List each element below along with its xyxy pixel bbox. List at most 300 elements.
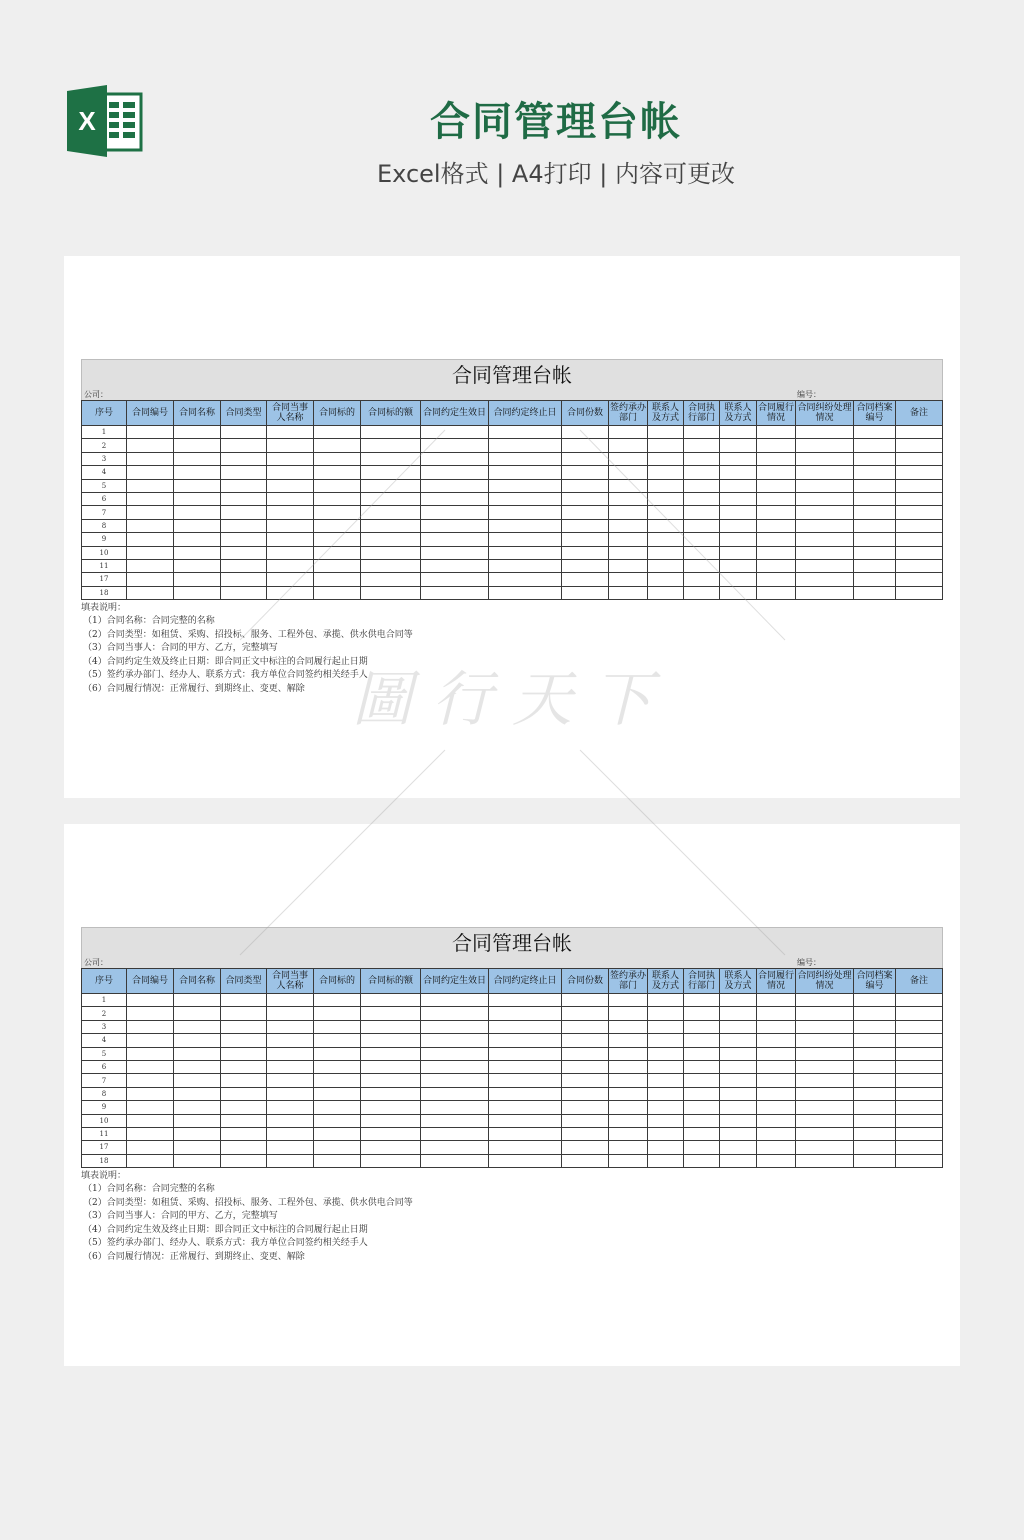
table-cell[interactable]: [421, 1060, 489, 1073]
table-cell[interactable]: [609, 1114, 648, 1127]
table-cell[interactable]: [267, 466, 314, 479]
table-cell[interactable]: [562, 426, 609, 439]
table-cell[interactable]: [757, 1007, 796, 1020]
table-cell[interactable]: [489, 492, 562, 505]
table-cell[interactable]: [174, 466, 221, 479]
table-cell[interactable]: [896, 1087, 943, 1100]
table-cell[interactable]: [562, 439, 609, 452]
table-cell[interactable]: [854, 426, 896, 439]
table-cell[interactable]: [757, 452, 796, 465]
table-cell[interactable]: [314, 1034, 361, 1047]
table-cell[interactable]: [854, 1007, 896, 1020]
table-cell[interactable]: [267, 492, 314, 505]
table-cell[interactable]: [489, 546, 562, 559]
table-cell[interactable]: [421, 439, 489, 452]
table-cell[interactable]: [757, 1101, 796, 1114]
table-cell[interactable]: [489, 1114, 562, 1127]
table-cell[interactable]: [421, 546, 489, 559]
table-cell[interactable]: [221, 439, 267, 452]
table-cell[interactable]: [609, 519, 648, 532]
table-cell[interactable]: [267, 426, 314, 439]
table-cell[interactable]: [221, 1007, 267, 1020]
table-cell[interactable]: [896, 559, 943, 572]
table-cell[interactable]: [720, 533, 757, 546]
table-cell[interactable]: [609, 1101, 648, 1114]
table-cell[interactable]: [720, 519, 757, 532]
table-cell[interactable]: [684, 586, 720, 599]
table-cell[interactable]: [896, 1034, 943, 1047]
table-cell[interactable]: [854, 452, 896, 465]
table-cell[interactable]: [421, 1034, 489, 1047]
table-cell[interactable]: [796, 439, 854, 452]
table-cell[interactable]: [314, 1047, 361, 1060]
table-cell[interactable]: [267, 519, 314, 532]
table-cell[interactable]: [421, 573, 489, 586]
table-cell[interactable]: [562, 479, 609, 492]
table-cell[interactable]: [314, 573, 361, 586]
table-cell[interactable]: [896, 492, 943, 505]
table-cell[interactable]: [896, 1060, 943, 1073]
table-cell[interactable]: [896, 1141, 943, 1154]
table-cell[interactable]: [684, 573, 720, 586]
table-cell[interactable]: [609, 1154, 648, 1167]
table-cell[interactable]: [361, 1154, 421, 1167]
table-cell[interactable]: [221, 1074, 267, 1087]
table-cell[interactable]: [796, 586, 854, 599]
table-cell[interactable]: [361, 546, 421, 559]
table-cell[interactable]: [267, 1060, 314, 1073]
table-cell[interactable]: [609, 452, 648, 465]
table-cell[interactable]: [221, 1141, 267, 1154]
table-cell[interactable]: [421, 1020, 489, 1033]
table-cell[interactable]: [314, 586, 361, 599]
table-cell[interactable]: [609, 439, 648, 452]
table-cell[interactable]: [854, 1074, 896, 1087]
table-cell[interactable]: [361, 506, 421, 519]
table-cell[interactable]: [174, 1074, 221, 1087]
table-cell[interactable]: [361, 573, 421, 586]
table-cell[interactable]: [314, 492, 361, 505]
table-cell[interactable]: [796, 1034, 854, 1047]
table-cell[interactable]: [757, 559, 796, 572]
table-cell[interactable]: [720, 1141, 757, 1154]
table-cell[interactable]: [127, 559, 174, 572]
table-cell[interactable]: [174, 533, 221, 546]
table-cell[interactable]: [174, 1154, 221, 1167]
table-cell[interactable]: [720, 559, 757, 572]
table-cell[interactable]: [314, 1127, 361, 1140]
table-cell[interactable]: [796, 1114, 854, 1127]
table-cell[interactable]: [221, 559, 267, 572]
table-cell[interactable]: [684, 1114, 720, 1127]
table-cell[interactable]: [796, 1047, 854, 1060]
table-cell[interactable]: [314, 546, 361, 559]
table-cell[interactable]: [648, 1154, 684, 1167]
table-cell[interactable]: [127, 1101, 174, 1114]
table-cell[interactable]: [796, 466, 854, 479]
table-cell[interactable]: [361, 533, 421, 546]
table-cell[interactable]: [757, 439, 796, 452]
table-cell[interactable]: [221, 426, 267, 439]
table-cell[interactable]: [648, 1007, 684, 1020]
table-cell[interactable]: [314, 1154, 361, 1167]
table-cell[interactable]: [896, 533, 943, 546]
table-cell[interactable]: [609, 506, 648, 519]
table-cell[interactable]: [221, 1060, 267, 1073]
table-cell[interactable]: [854, 439, 896, 452]
table-cell[interactable]: [796, 492, 854, 505]
table-cell[interactable]: [267, 1034, 314, 1047]
table-cell[interactable]: [174, 1127, 221, 1140]
table-cell[interactable]: [267, 1154, 314, 1167]
table-cell[interactable]: [684, 519, 720, 532]
table-cell[interactable]: [648, 1087, 684, 1100]
table-cell[interactable]: [267, 1141, 314, 1154]
table-cell[interactable]: [854, 479, 896, 492]
table-cell[interactable]: [796, 1020, 854, 1033]
table-cell[interactable]: [267, 1007, 314, 1020]
table-cell[interactable]: [361, 559, 421, 572]
table-cell[interactable]: [127, 466, 174, 479]
table-cell[interactable]: [221, 1034, 267, 1047]
table-cell[interactable]: [720, 1047, 757, 1060]
table-cell[interactable]: [609, 994, 648, 1007]
table-cell[interactable]: [720, 1087, 757, 1100]
table-cell[interactable]: [648, 452, 684, 465]
table-cell[interactable]: [127, 533, 174, 546]
table-cell[interactable]: [361, 1034, 421, 1047]
table-cell[interactable]: [314, 1101, 361, 1114]
table-cell[interactable]: [896, 546, 943, 559]
table-cell[interactable]: [757, 426, 796, 439]
table-cell[interactable]: [609, 1020, 648, 1033]
table-cell[interactable]: [757, 1127, 796, 1140]
table-cell[interactable]: [854, 533, 896, 546]
table-cell[interactable]: [221, 1047, 267, 1060]
table-cell[interactable]: [684, 1141, 720, 1154]
table-cell[interactable]: [896, 994, 943, 1007]
table-cell[interactable]: [720, 586, 757, 599]
table-cell[interactable]: [314, 452, 361, 465]
table-cell[interactable]: [684, 466, 720, 479]
table-cell[interactable]: [267, 439, 314, 452]
table-cell[interactable]: [757, 1034, 796, 1047]
table-cell[interactable]: [896, 452, 943, 465]
table-cell[interactable]: [221, 1154, 267, 1167]
table-cell[interactable]: [896, 426, 943, 439]
table-cell[interactable]: [127, 479, 174, 492]
table-cell[interactable]: [562, 1034, 609, 1047]
table-cell[interactable]: [221, 519, 267, 532]
table-cell[interactable]: [421, 1007, 489, 1020]
table-cell[interactable]: [896, 466, 943, 479]
table-cell[interactable]: [854, 1020, 896, 1033]
table-cell[interactable]: [757, 533, 796, 546]
table-cell[interactable]: [562, 1127, 609, 1140]
table-cell[interactable]: [562, 1154, 609, 1167]
table-cell[interactable]: [684, 426, 720, 439]
table-cell[interactable]: [648, 533, 684, 546]
table-cell[interactable]: [489, 1101, 562, 1114]
table-cell[interactable]: [648, 1101, 684, 1114]
table-cell[interactable]: [361, 1087, 421, 1100]
table-cell[interactable]: [648, 586, 684, 599]
table-cell[interactable]: [361, 1007, 421, 1020]
table-cell[interactable]: [720, 479, 757, 492]
table-cell[interactable]: [174, 1060, 221, 1073]
table-cell[interactable]: [757, 1060, 796, 1073]
table-cell[interactable]: [421, 1047, 489, 1060]
table-cell[interactable]: [174, 1141, 221, 1154]
table-cell[interactable]: [127, 506, 174, 519]
table-cell[interactable]: [361, 1047, 421, 1060]
table-cell[interactable]: [314, 559, 361, 572]
table-cell[interactable]: [609, 586, 648, 599]
table-cell[interactable]: [127, 452, 174, 465]
table-cell[interactable]: [221, 1101, 267, 1114]
table-cell[interactable]: [421, 466, 489, 479]
table-cell[interactable]: [174, 1020, 221, 1033]
table-cell[interactable]: [562, 1114, 609, 1127]
table-cell[interactable]: [127, 1154, 174, 1167]
table-cell[interactable]: [648, 439, 684, 452]
table-cell[interactable]: [648, 1060, 684, 1073]
table-cell[interactable]: [720, 452, 757, 465]
table-cell[interactable]: [609, 1007, 648, 1020]
table-cell[interactable]: [314, 426, 361, 439]
table-cell[interactable]: [720, 426, 757, 439]
table-cell[interactable]: [174, 1114, 221, 1127]
table-cell[interactable]: [648, 506, 684, 519]
table-cell[interactable]: [314, 479, 361, 492]
table-cell[interactable]: [421, 586, 489, 599]
table-cell[interactable]: [174, 586, 221, 599]
table-cell[interactable]: [174, 1034, 221, 1047]
table-cell[interactable]: [267, 1101, 314, 1114]
table-cell[interactable]: [489, 1087, 562, 1100]
table-cell[interactable]: [489, 1034, 562, 1047]
table-cell[interactable]: [174, 519, 221, 532]
table-cell[interactable]: [267, 452, 314, 465]
table-cell[interactable]: [896, 1154, 943, 1167]
table-cell[interactable]: [684, 1087, 720, 1100]
table-cell[interactable]: [684, 1127, 720, 1140]
table-cell[interactable]: [854, 559, 896, 572]
table-cell[interactable]: [609, 479, 648, 492]
table-cell[interactable]: [896, 1074, 943, 1087]
table-cell[interactable]: [314, 1020, 361, 1033]
table-cell[interactable]: [757, 573, 796, 586]
table-cell[interactable]: [609, 1034, 648, 1047]
table-cell[interactable]: [684, 506, 720, 519]
table-cell[interactable]: [361, 466, 421, 479]
table-cell[interactable]: [854, 492, 896, 505]
table-cell[interactable]: [648, 1141, 684, 1154]
table-cell[interactable]: [896, 1127, 943, 1140]
table-cell[interactable]: [757, 1047, 796, 1060]
table-cell[interactable]: [314, 1007, 361, 1020]
table-cell[interactable]: [609, 426, 648, 439]
table-cell[interactable]: [684, 533, 720, 546]
table-cell[interactable]: [757, 1154, 796, 1167]
table-cell[interactable]: [421, 506, 489, 519]
table-cell[interactable]: [796, 994, 854, 1007]
table-cell[interactable]: [684, 994, 720, 1007]
table-cell[interactable]: [854, 1034, 896, 1047]
table-cell[interactable]: [127, 1047, 174, 1060]
table-cell[interactable]: [221, 506, 267, 519]
table-cell[interactable]: [648, 559, 684, 572]
table-cell[interactable]: [562, 492, 609, 505]
table-cell[interactable]: [854, 1154, 896, 1167]
table-cell[interactable]: [267, 573, 314, 586]
table-cell[interactable]: [720, 1127, 757, 1140]
table-cell[interactable]: [174, 1007, 221, 1020]
table-cell[interactable]: [361, 1127, 421, 1140]
table-cell[interactable]: [174, 1101, 221, 1114]
table-cell[interactable]: [267, 1047, 314, 1060]
table-cell[interactable]: [684, 1101, 720, 1114]
table-cell[interactable]: [361, 1020, 421, 1033]
table-cell[interactable]: [562, 1087, 609, 1100]
table-cell[interactable]: [896, 1007, 943, 1020]
table-cell[interactable]: [489, 426, 562, 439]
table-cell[interactable]: [720, 573, 757, 586]
table-cell[interactable]: [684, 1047, 720, 1060]
table-cell[interactable]: [609, 546, 648, 559]
table-cell[interactable]: [267, 506, 314, 519]
table-cell[interactable]: [796, 573, 854, 586]
table-cell[interactable]: [361, 492, 421, 505]
table-cell[interactable]: [127, 1141, 174, 1154]
table-cell[interactable]: [609, 1074, 648, 1087]
table-cell[interactable]: [361, 426, 421, 439]
table-cell[interactable]: [720, 1074, 757, 1087]
table-cell[interactable]: [648, 1114, 684, 1127]
table-cell[interactable]: [854, 466, 896, 479]
table-cell[interactable]: [854, 1127, 896, 1140]
table-cell[interactable]: [609, 1087, 648, 1100]
table-cell[interactable]: [896, 1101, 943, 1114]
table-cell[interactable]: [421, 1154, 489, 1167]
table-cell[interactable]: [314, 1114, 361, 1127]
table-cell[interactable]: [684, 1020, 720, 1033]
table-cell[interactable]: [609, 1127, 648, 1140]
table-cell[interactable]: [221, 533, 267, 546]
table-cell[interactable]: [421, 1127, 489, 1140]
table-cell[interactable]: [896, 1020, 943, 1033]
table-cell[interactable]: [421, 492, 489, 505]
table-cell[interactable]: [796, 1141, 854, 1154]
table-cell[interactable]: [314, 1087, 361, 1100]
table-cell[interactable]: [489, 1020, 562, 1033]
table-cell[interactable]: [421, 994, 489, 1007]
table-cell[interactable]: [796, 426, 854, 439]
table-cell[interactable]: [684, 1007, 720, 1020]
table-cell[interactable]: [127, 426, 174, 439]
table-cell[interactable]: [489, 1154, 562, 1167]
table-cell[interactable]: [757, 1114, 796, 1127]
table-cell[interactable]: [796, 506, 854, 519]
table-cell[interactable]: [854, 573, 896, 586]
table-cell[interactable]: [127, 492, 174, 505]
table-cell[interactable]: [648, 519, 684, 532]
table-cell[interactable]: [757, 586, 796, 599]
table-cell[interactable]: [796, 1074, 854, 1087]
table-cell[interactable]: [127, 1114, 174, 1127]
table-cell[interactable]: [720, 506, 757, 519]
table-cell[interactable]: [562, 546, 609, 559]
table-cell[interactable]: [648, 573, 684, 586]
table-cell[interactable]: [174, 492, 221, 505]
table-cell[interactable]: [127, 1007, 174, 1020]
table-cell[interactable]: [854, 546, 896, 559]
table-cell[interactable]: [489, 1127, 562, 1140]
table-cell[interactable]: [684, 1034, 720, 1047]
table-cell[interactable]: [314, 506, 361, 519]
table-cell[interactable]: [757, 492, 796, 505]
table-cell[interactable]: [684, 492, 720, 505]
table-cell[interactable]: [896, 586, 943, 599]
table-cell[interactable]: [720, 1060, 757, 1073]
table-cell[interactable]: [489, 479, 562, 492]
table-cell[interactable]: [221, 1020, 267, 1033]
table-cell[interactable]: [796, 1060, 854, 1073]
table-cell[interactable]: [720, 1007, 757, 1020]
table-cell[interactable]: [648, 1047, 684, 1060]
table-cell[interactable]: [562, 1007, 609, 1020]
table-cell[interactable]: [562, 1060, 609, 1073]
table-cell[interactable]: [267, 533, 314, 546]
table-cell[interactable]: [757, 479, 796, 492]
table-cell[interactable]: [421, 479, 489, 492]
table-cell[interactable]: [720, 1114, 757, 1127]
table-cell[interactable]: [757, 466, 796, 479]
table-cell[interactable]: [361, 1141, 421, 1154]
table-cell[interactable]: [489, 586, 562, 599]
table-cell[interactable]: [648, 492, 684, 505]
table-cell[interactable]: [648, 1020, 684, 1033]
table-cell[interactable]: [314, 519, 361, 532]
table-cell[interactable]: [314, 533, 361, 546]
table-cell[interactable]: [421, 533, 489, 546]
table-cell[interactable]: [854, 1060, 896, 1073]
table-cell[interactable]: [314, 994, 361, 1007]
table-cell[interactable]: [609, 559, 648, 572]
table-cell[interactable]: [609, 466, 648, 479]
table-cell[interactable]: [127, 1034, 174, 1047]
table-cell[interactable]: [421, 1087, 489, 1100]
table-cell[interactable]: [314, 439, 361, 452]
table-cell[interactable]: [221, 546, 267, 559]
table-cell[interactable]: [489, 439, 562, 452]
table-cell[interactable]: [314, 1141, 361, 1154]
table-cell[interactable]: [221, 994, 267, 1007]
table-cell[interactable]: [562, 1020, 609, 1033]
table-cell[interactable]: [720, 439, 757, 452]
table-cell[interactable]: [896, 1047, 943, 1060]
table-cell[interactable]: [648, 479, 684, 492]
table-cell[interactable]: [489, 466, 562, 479]
table-cell[interactable]: [489, 506, 562, 519]
table-cell[interactable]: [896, 479, 943, 492]
table-cell[interactable]: [757, 506, 796, 519]
table-cell[interactable]: [127, 546, 174, 559]
table-cell[interactable]: [796, 533, 854, 546]
table-cell[interactable]: [174, 452, 221, 465]
table-cell[interactable]: [361, 1101, 421, 1114]
table-cell[interactable]: [896, 439, 943, 452]
